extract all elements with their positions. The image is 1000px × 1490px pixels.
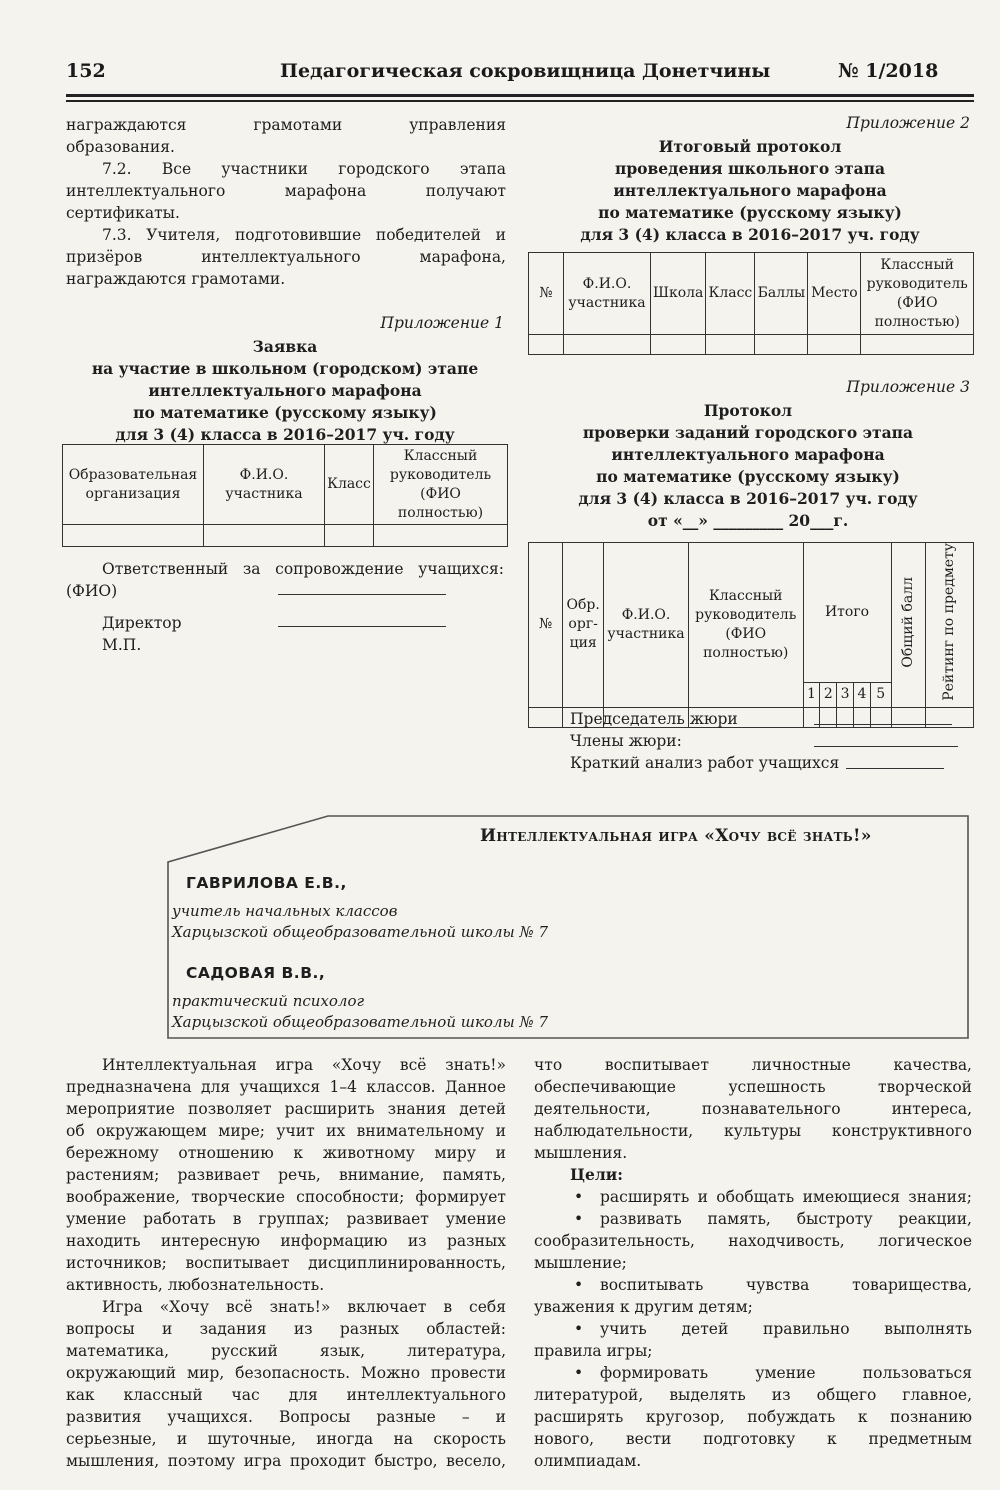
members-label: Члены жюри: [570,732,682,750]
title-line: интеллектуального марафона [613,181,887,200]
overall-score-label: Общий балл [899,576,916,668]
col-points: Баллы [755,253,808,335]
left-top-text [66,114,506,290]
article-title: Интеллектуальная игра «Хочу всё знать!» [480,826,872,846]
text-line: награждаются грамотами. [66,270,286,288]
bullet-text: воспитывать чувства товарищества, [600,1276,972,1294]
appendix-3-label: Приложение 3 [846,378,970,396]
col-teacher: Классный руководитель (ФИО полностью) [688,543,803,708]
fio-label: (ФИО) [66,582,118,600]
appendix-2-title [530,136,970,246]
header-rule [66,94,974,97]
appendix-1-label: Приложение 1 [380,314,504,332]
col-organization: Образовательная организация [63,445,204,525]
text-line: вопросы и задания из разных областей: [66,1320,506,1338]
author-2-school: Харцызской общеобразовательной школы № 7 [172,1013,548,1031]
col-participant: Ф.И.О. участника [564,253,651,335]
chair-label: Председатель жюри [570,710,738,728]
bullet-icon: • [574,1364,584,1382]
text-line: мероприятие позволяет расширить знания детей [66,1100,506,1118]
col-participant: Ф.И.О. участника [604,543,689,708]
bullet-item [534,1318,972,1340]
page-number: 152 [66,60,106,82]
sub-col: 1 [803,682,820,707]
empty-cell [325,525,374,547]
text-line: предназначена для учащихся 1–4 классов. Данное [66,1078,506,1096]
analysis-label: Краткий анализ работ учащихся [570,754,840,772]
bullet-item [534,1274,972,1296]
bullet-text: развивать память, быстроту реакции, [600,1210,972,1228]
text-line: литературой, выделять из общего главное, [534,1386,972,1404]
text-line: уважения к другим детям; [534,1298,753,1316]
text-line: мышление; [534,1254,627,1272]
col-rating [926,543,974,708]
body-right-column [534,1054,972,1472]
empty-cell [861,335,974,355]
empty-cell [651,335,706,355]
text-line: награждаются грамотами управления [66,116,506,134]
title-line: интеллектуального марафона [148,381,422,400]
title-line: для 3 (4) класса в 2016–2017 уч. году [580,225,920,244]
author-2-role: практический психолог [172,992,365,1010]
col-total: Итого [803,543,891,683]
text-line: серьезные, и шуточные, иногда на скорость [66,1430,506,1448]
empty-cell [529,707,563,727]
text-line: наблюдательности, культуры конструктивного [534,1122,972,1140]
col-overall-score [891,543,925,708]
text-line: источников; воспитывает дисциплинированность, [66,1254,506,1272]
appendix-3-title [530,400,966,532]
text-line: 7.2. Все участники городского этапа [102,160,506,178]
title-line: проведения школьного этапа [614,159,886,178]
appendix-2-label: Приложение 2 [846,114,970,132]
title-line: проверки заданий городского этапа [582,423,914,442]
responsible-label: Ответственный за сопровождение учащихся: [102,560,504,578]
text-line: развития учащихся. Вопросы разные – и [66,1408,506,1426]
text-line: бережному отношению к животному миру и [66,1144,506,1162]
title-line: Заявка [252,337,318,356]
director-label: Директор [102,614,182,632]
col-number: № [529,253,564,335]
title-line: Протокол [703,401,793,420]
sub-col: 5 [870,682,891,707]
empty-cell [204,525,325,547]
empty-cell [374,525,508,547]
col-class: Класс [706,253,755,335]
bullet-text: учить детей правильно выполнять [600,1320,972,1338]
author-1-name: ГАВРИЛОВА Е.В., [186,874,347,892]
text-line: правила игры; [534,1342,653,1360]
text-line: активность, любознательность. [66,1276,325,1294]
bullet-text: расширять и обобщать имеющиеся знания; [600,1188,972,1206]
empty-cell [706,335,755,355]
title-line: интеллектуального марафона [611,445,885,464]
text-line: сертификаты. [66,204,180,222]
col-number: № [529,543,563,708]
empty-cell [755,335,808,355]
title-line: для 3 (4) класса в 2016–2017 уч. году [115,425,455,444]
sub-col: 3 [837,682,854,707]
author-1-role: учитель начальных классов [172,902,398,920]
text-line: нового, вести подготовку к предметным [534,1430,972,1448]
author-1-school: Харцызской общеобразовательной школы № 7 [172,923,548,941]
text-line: сообразительность, находчивость, логическое [534,1232,972,1250]
empty-cell [564,335,651,355]
col-school: Школа [651,253,706,335]
title-line: по математике (русскому языку) [133,403,437,422]
header-rule-thin [66,100,974,102]
col-participant: Ф.И.О. участника [204,445,325,525]
signature-line [846,768,944,769]
text-line: Интеллектуальная игра «Хочу всё знать!» [102,1056,506,1074]
text-line: мышления, поэтому игра проходит быстро, весело, [66,1452,506,1470]
title-line: на участие в школьном (городском) этапе [91,359,479,378]
text-line: образования. [66,138,175,156]
check-protocol-table [528,542,974,728]
date-line: от «__» _________ 20___г. [647,511,849,530]
text-line: 7.3. Учителя, подготовившие победителей и [102,226,506,244]
empty-cell [63,525,204,547]
bullet-text: формировать умение пользоваться [600,1364,972,1382]
bullet-item [534,1186,972,1208]
text-line: как классный час для интеллектуального [66,1386,506,1404]
stamp-label: М.П. [102,636,142,654]
application-table [62,444,508,547]
text-line: об окружающем мире; учит их внимательному и [66,1122,506,1140]
signature-line [814,724,952,725]
title-line: по математике (русскому языку) [596,467,900,486]
title-line: по математике (русскому языку) [598,203,902,222]
signature-line [278,594,446,595]
col-class: Класс [325,445,374,525]
text-line: растениям; развивает речь, внимание, память, [66,1166,506,1184]
signature-line [278,626,446,627]
text-line: окружающий мир, безопасность. Можно провести [66,1364,506,1382]
text-line: математика, русский язык, литература, [66,1342,506,1360]
bullet-icon: • [574,1188,584,1206]
goals-heading: Цели: [570,1165,623,1184]
title-line: Итоговый протокол [658,137,842,156]
sub-col: 4 [854,682,871,707]
appendix-1-title [66,336,504,446]
empty-cell [808,335,861,355]
sub-col: 2 [820,682,837,707]
journal-title: Педагогическая сокровищница Донетчины [280,60,771,82]
text-line: деятельности, познавательного интереса, [534,1100,972,1118]
rating-label: Рейтинг по предмету [941,543,958,701]
bullet-item [534,1362,972,1384]
col-place: Место [808,253,861,335]
text-line: расширять кругозор, побуждать к познанию [534,1408,972,1426]
text-line: воображение, творческие способности; формирует [66,1188,506,1206]
col-organization: Обр. орг-ция [563,543,604,708]
col-teacher: Классный руководитель (ФИО полностью) [374,445,508,525]
text-line: призёров интеллектуального марафона, [66,248,506,266]
text-line: интеллектуального марафона получают [66,182,506,200]
bullet-icon: • [574,1210,584,1228]
body-left-column [66,1054,506,1472]
bullet-item [534,1208,972,1230]
empty-cell [529,335,564,355]
text-line: мышления. [534,1144,628,1162]
text-line: олимпиадам. [534,1452,642,1470]
final-protocol-table [528,252,974,355]
bullet-icon: • [574,1276,584,1294]
signature-line [814,746,958,747]
text-line: обеспечивающие успешность творческой [534,1078,972,1096]
text-line: что воспитывает личностные качества, [534,1056,972,1074]
col-teacher: Классный руководитель (ФИО полностью) [861,253,974,335]
issue-number: № 1/2018 [838,60,939,82]
author-2-name: САДОВАЯ В.В., [186,964,326,982]
text-line: умение работать в группах; развивает умение [66,1210,506,1228]
title-line: для 3 (4) класса в 2016–2017 уч. году [578,489,918,508]
bullet-icon: • [574,1320,584,1338]
text-line: находить интересную информацию из разных [66,1232,506,1250]
text-line: Игра «Хочу всё знать!» включает в себя [102,1298,506,1316]
